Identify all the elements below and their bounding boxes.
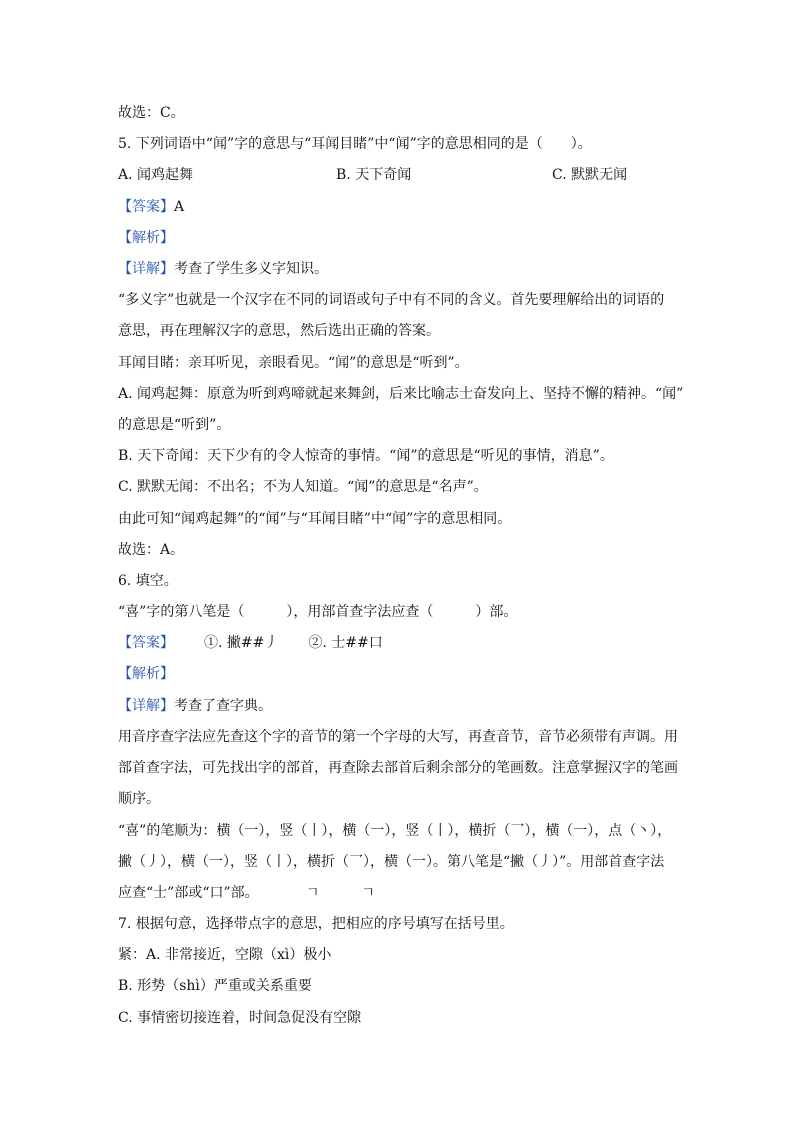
q6-answer	[118, 634, 383, 652]
q5-paragraph-2: 耳闻目睹：亲耳听见，亲眼看见。“闻”的意思是“听到”。	[118, 355, 469, 371]
question-7-stem: 7. 根据句意，选择带点字的意思，把相应的序号填写在括号里。	[118, 916, 514, 932]
q5-detail	[118, 260, 328, 278]
q6-paragraph-1b: 部首查字法，可先找出字的部首，再查除去部首后剩余部分的笔画数。注意掌握汉字的笔画	[118, 760, 678, 776]
answer-line-q4: 故选：C。	[118, 105, 185, 121]
q5-paragraph-6: 由此可知“闻鸡起舞”的“闻”与“耳闻目睹”中“闻”字的意思相同。	[118, 511, 512, 527]
answer-tag: 【答案】	[118, 635, 174, 651]
q7-definition-c: C. 事情密切接连着，时间急促没有空隙	[118, 1010, 362, 1026]
q5-option-a: A. 闻鸡起舞	[118, 167, 194, 183]
q5-paragraph-3a: A. 闻鸡起舞：原意为听到鸡啼就起来舞剑，后来比喻志士奋发向上、坚持不懈的精神。“闻”	[118, 386, 684, 402]
q5-analysis-tag: 【解析】	[118, 230, 174, 246]
q5-paragraph-4: B. 天下奇闻：天下少有的令人惊奇的事情。“闻”的意思是“听见的事情，消息”。	[118, 448, 614, 464]
question-6-stem: 6. 填空。	[118, 573, 178, 589]
q6-analysis-tag: 【解析】	[118, 666, 174, 682]
q6-blank-line: “喜”字的第八笔是（ ），用部首查字法应查（ ）部。	[118, 604, 518, 620]
q7-word-definition-a: 紧：A. 非常接近，空隙（xì）极小	[118, 947, 332, 963]
answer-value: A	[174, 199, 185, 215]
q5-paragraph-1b: 意思，再在理解汉字的意思，然后选出正确的答案。	[118, 323, 440, 339]
question-5-stem: 5. 下列词语中“闻”字的意思与“耳闻目睹”中“闻”字的意思相同的是（ ）。	[118, 136, 592, 152]
q6-paragraph-1c: 顺序。	[118, 791, 160, 807]
q6-paragraph-1a: 用音序查字法应先查这个字的音节的第一个字母的大写，再查音节，音节必须带有声调。用	[118, 729, 678, 745]
q6-paragraph-2a: “喜”的笔顺为：横（一），竖（丨），横（一），竖（丨），横折（乛），横（一），点（丶），	[118, 823, 672, 839]
q5-answer	[118, 198, 184, 216]
q5-paragraph-1a: “多义字”也就是一个汉字在不同的词语或句子中有不同的含义。首先要理解给出的词语的	[118, 292, 665, 308]
detail-tag: 【详解】	[118, 261, 174, 277]
q6-paragraph-2b: 撇（丿），横（一），竖（丨），横折（乛），横（一）。第八笔是“撇（丿）”。用部首查字法	[118, 854, 665, 870]
detail-text: 考查了查字典。	[174, 698, 272, 714]
q5-option-b: B. 天下奇闻	[336, 167, 412, 183]
answer-tag: 【答案】	[118, 199, 174, 215]
corner-marks: ㄱ ㄱ	[306, 885, 376, 901]
q6-paragraph-2c: 应查“士”部或“口”部。	[118, 885, 259, 901]
answer-blank-2: ②. 士##口	[308, 635, 383, 651]
detail-text: 考查了学生多义字知识。	[174, 261, 328, 277]
q5-paragraph-5: C. 默默无闻：不出名；不为人知道。“闻”的意思是“名声”。	[118, 479, 488, 495]
answer-blank-1: ①. 撇##丿	[204, 635, 279, 651]
q6-detail	[118, 697, 272, 715]
q7-definition-b: B. 形势（shì）严重或关系重要	[118, 978, 312, 994]
q5-paragraph-3b: 的意思是“听到”。	[118, 417, 231, 433]
q5-option-c: C. 默默无闻	[552, 167, 628, 183]
detail-tag: 【详解】	[118, 698, 174, 714]
q5-final-answer: 故选：A。	[118, 542, 185, 558]
